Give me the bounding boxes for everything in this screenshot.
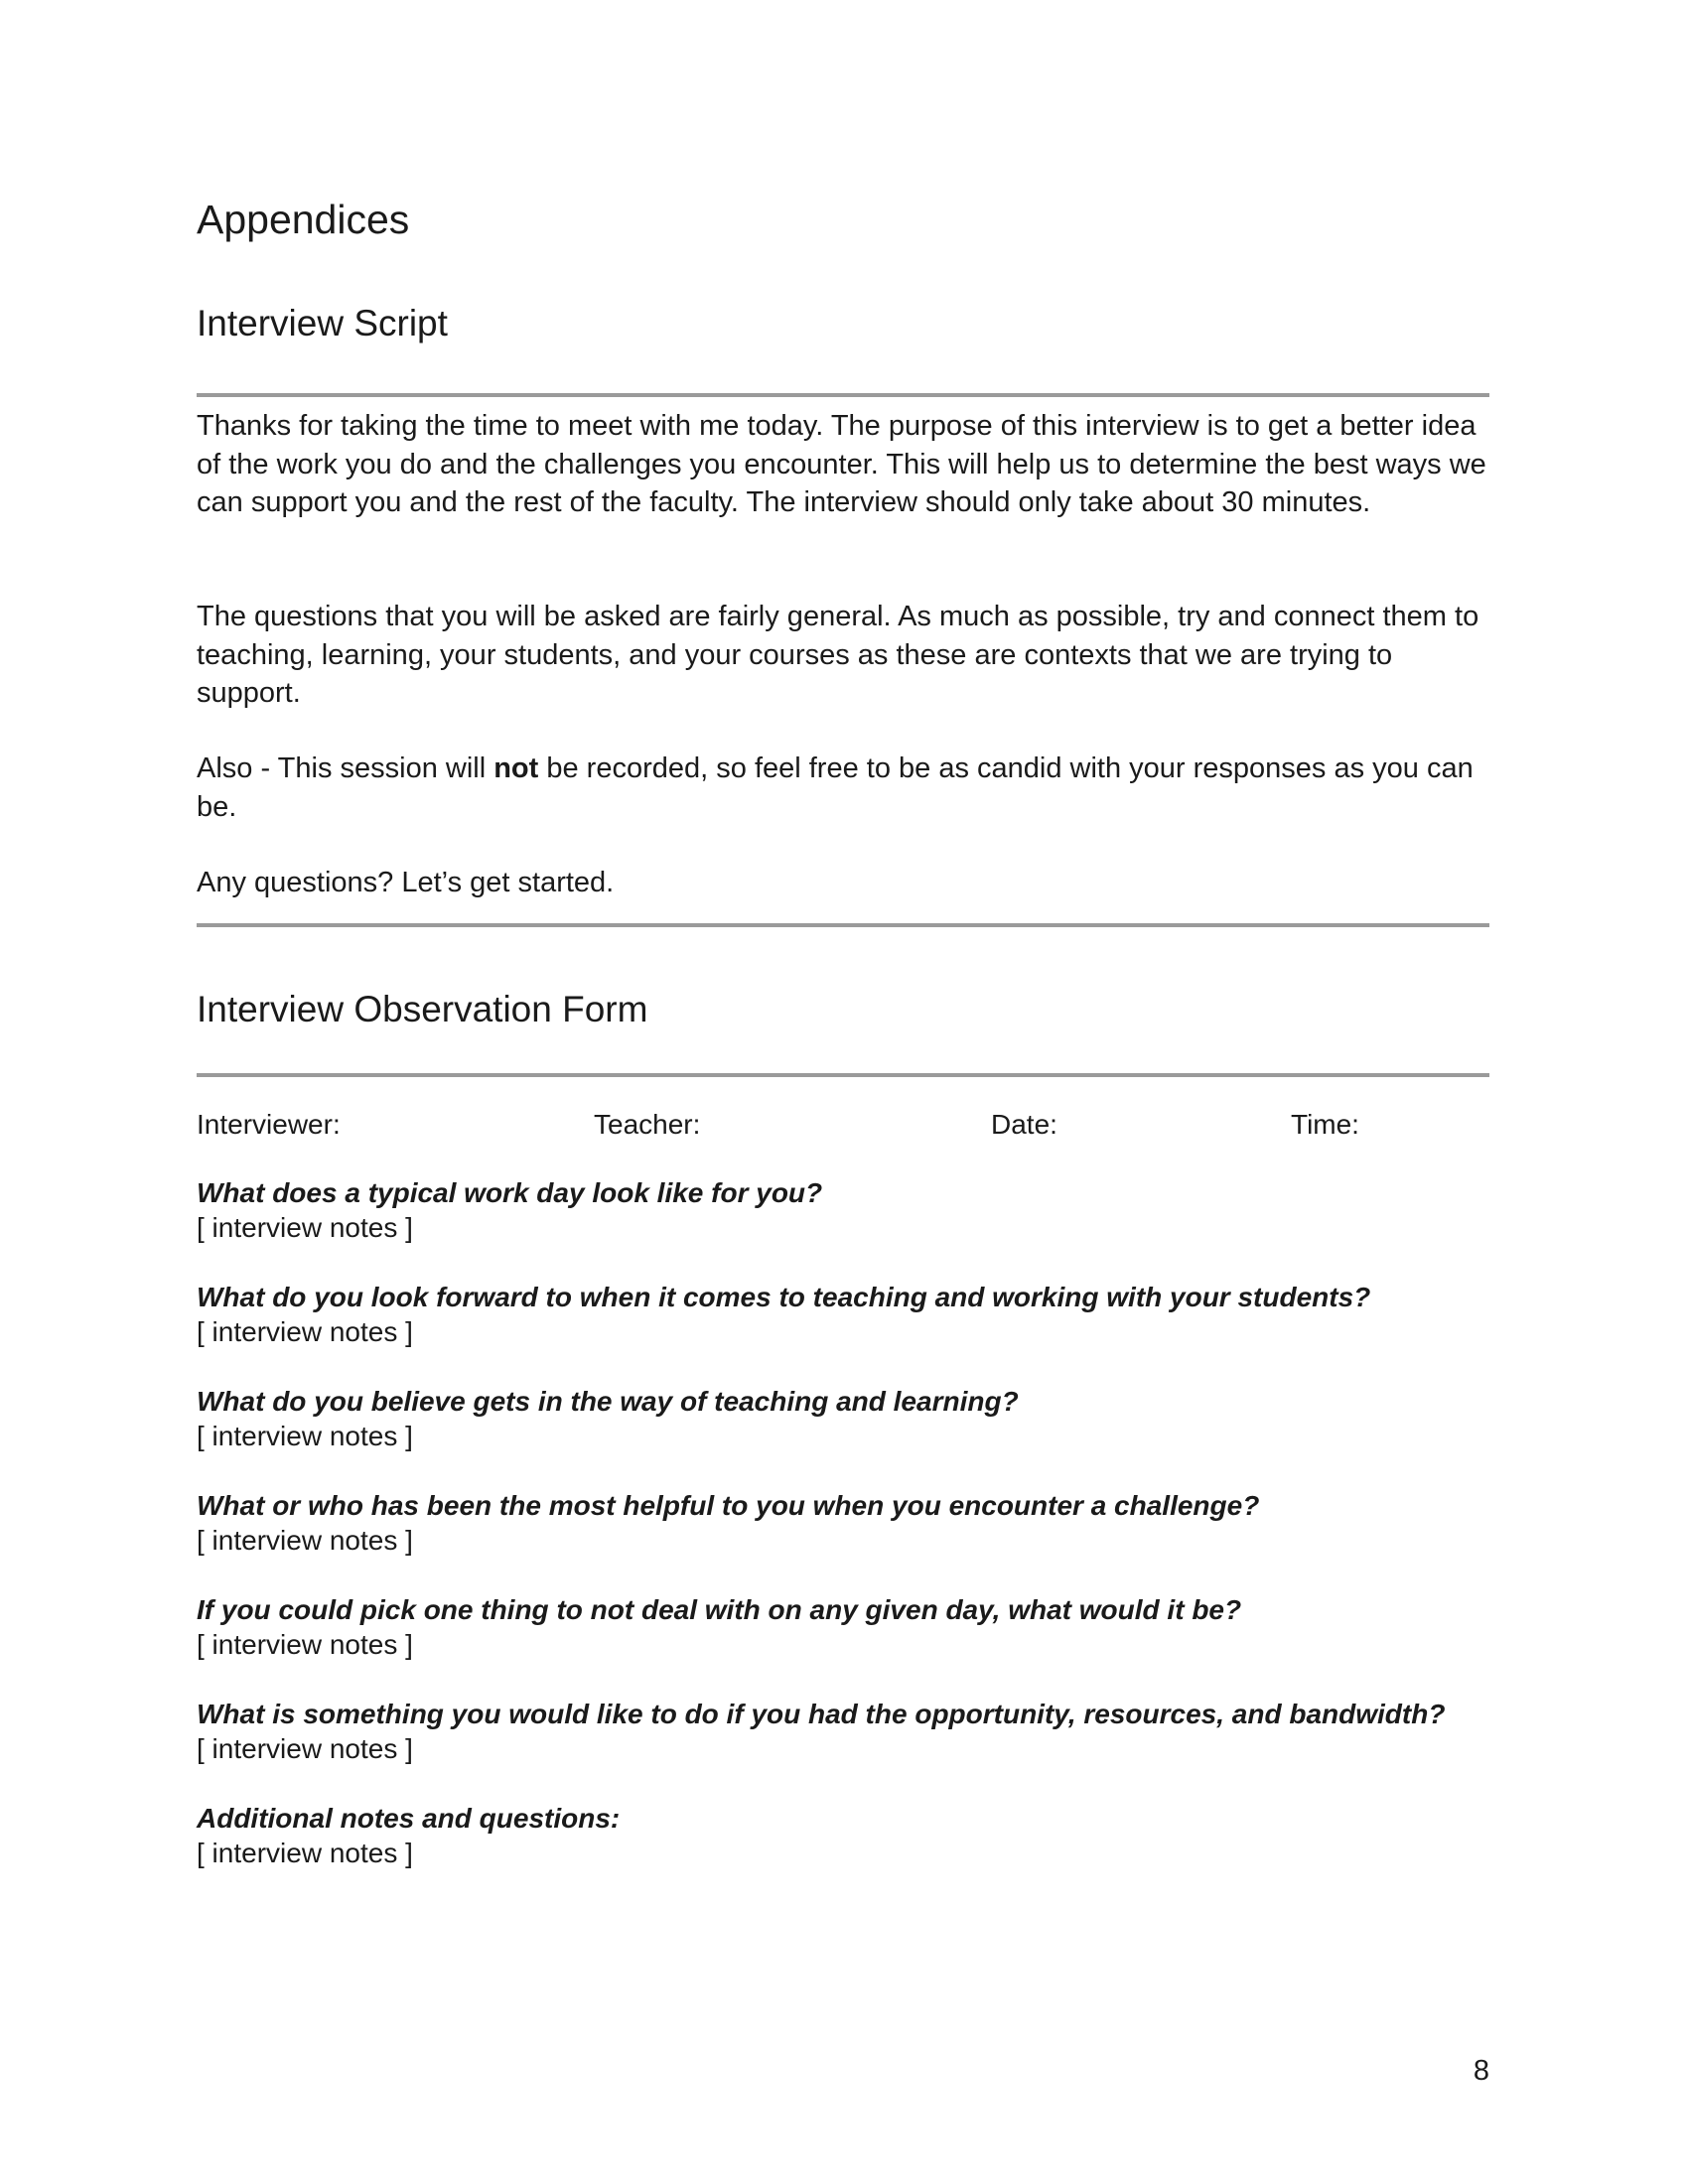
question-block [197, 1280, 1489, 1349]
question-block [197, 1488, 1489, 1558]
document-page [197, 0, 1489, 2184]
script-paragraph-intro: Thanks for taking the time to meet with me today. The purpose of this interview is to get a better idea of the work you do and the challenges you encounter. This will help us to determine the best ways we can support you and the rest of the faculty. The interview should only take about 30 minutes. [197, 410, 1486, 518]
question-block [197, 1175, 1489, 1245]
divider [197, 1073, 1489, 1077]
question-block [197, 1697, 1489, 1766]
question-text: What is something you would like to do if you had the opportunity, resources, and bandwidth? [197, 1699, 1446, 1729]
question-text: What or who has been the most helpful to you when you encounter a challenge? [197, 1490, 1260, 1521]
question-block [197, 1592, 1489, 1662]
interview-notes: [ interview notes ] [197, 1525, 413, 1556]
question-text: What does a typical work day look like for you? [197, 1177, 823, 1208]
divider [197, 393, 1489, 397]
interview-script-heading: Interview Script [197, 303, 448, 343]
script-paragraph-recording [197, 750, 1489, 826]
divider [197, 923, 1489, 927]
script-paragraph-closing: Any questions? Let’s get started. [197, 867, 615, 898]
form-fields-row [197, 1106, 1489, 1144]
question-text: What do you believe gets in the way of teaching and learning? [197, 1386, 1019, 1417]
question-block [197, 1801, 1489, 1870]
question-text: If you could pick one thing to not deal with on any given day, what would it be? [197, 1594, 1242, 1625]
question-block [197, 1384, 1489, 1453]
page-title: Appendices [197, 197, 410, 242]
teacher-field-label: Teacher: [594, 1109, 701, 1140]
interviewer-field-label: Interviewer: [197, 1109, 341, 1140]
recording-emphasis: not [493, 752, 539, 784]
script-paragraph-questions: The questions that you will be asked are fairly general. As much as possible, try and connect them to teaching, learning, your students, and your courses as these are contexts that we are trying to support. [197, 601, 1479, 709]
observation-form-heading: Interview Observation Form [197, 989, 648, 1029]
date-field-label: Date: [991, 1109, 1057, 1140]
page-number: 8 [1473, 2055, 1489, 2087]
question-text: What do you look forward to when it comes to teaching and working with your students? [197, 1282, 1371, 1312]
recording-text-start: Also - This session will [197, 752, 494, 784]
interview-notes: [ interview notes ] [197, 1212, 413, 1243]
interview-notes: [ interview notes ] [197, 1629, 413, 1660]
interview-notes: [ interview notes ] [197, 1838, 413, 1868]
time-field-label: Time: [1291, 1109, 1359, 1140]
interview-notes: [ interview notes ] [197, 1733, 413, 1764]
question-text: Additional notes and questions: [197, 1803, 621, 1834]
interview-notes: [ interview notes ] [197, 1421, 413, 1451]
recording-text-end: be recorded, so feel free to be as candid with your responses as you can be. [197, 752, 1474, 823]
interview-notes: [ interview notes ] [197, 1316, 413, 1347]
